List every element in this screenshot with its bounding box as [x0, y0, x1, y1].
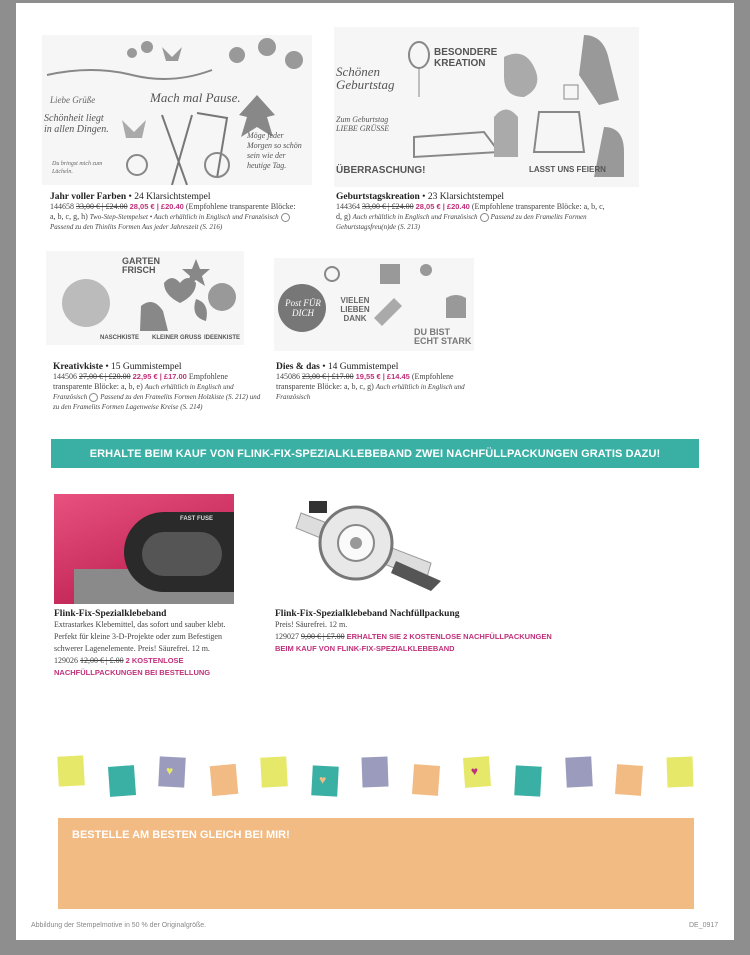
sticky-note: [210, 764, 239, 796]
heart-icon: ♥: [165, 763, 174, 779]
order-box: [58, 818, 694, 909]
product-id: 129026: [54, 656, 78, 665]
stamp-text: Liebe Grüße: [50, 95, 96, 105]
stamp-set-image-geburtstagskreation: [334, 27, 639, 187]
old-price: 12,00 € | £.00: [80, 656, 124, 665]
promo-text: 2 KOSTENLOSE NACHFÜLLPACKUNGEN BEI BESTELLUNG: [54, 656, 211, 677]
stamp-set-image-kreativkiste: [46, 251, 244, 345]
footer-code: DE_0917: [689, 922, 719, 929]
product-desc: Empfohlene transparente Blöcke: a, b, e): [53, 372, 228, 391]
product-flink-fix-tape: [54, 609, 244, 679]
product-id: 145086: [276, 372, 300, 381]
product-name: Flink-Fix-Spezialklebeband Nachfüllpackung: [275, 609, 460, 619]
sticky-note: [311, 765, 339, 796]
sticky-note: [615, 764, 643, 796]
promo-banner: ERHALTE BEIM KAUF VON FLINK-FIX-SPEZIALKLEBEBAND ZWEI NACHFÜLLPACKUNGEN GRATIS DAZU!: [51, 439, 699, 468]
stamp-text: Schönen Geburtstag: [336, 64, 395, 92]
stamp-text: VIELEN LIEBEN DANK: [340, 296, 370, 323]
product-count: • 14 Gummistempel: [319, 362, 399, 372]
footer-note: Abbildung der Stempelmotive in 50 % der Originalgröße.: [31, 922, 207, 929]
stamp-text: BESONDERE KREATION: [434, 47, 498, 69]
order-box-heading: BESTELLE AM BESTEN GLEICH BEI MIR!: [72, 829, 290, 841]
device-brand-label: FAST FUSE: [180, 516, 214, 522]
stamp-text: Post FÜR DICH: [285, 298, 321, 318]
stamp-text: GARTEN FRISCH: [122, 256, 160, 275]
product-name: Geburtstagskreation: [336, 192, 420, 202]
heart-icon: ♥: [318, 772, 327, 788]
circle-icon: [480, 213, 489, 222]
product-kreativkiste: [53, 362, 263, 412]
old-price: 9,00 € | £7.00: [301, 632, 345, 641]
product-desc-italic: Passend zu den Framelits Formen Holzkiste (S. 212) und zu den Framelits Formen Lagenweise Kreise (S. 214): [53, 393, 261, 411]
new-price: 19,55 € | £14.45: [355, 372, 410, 381]
old-price: 33,00 € | £24.00: [362, 202, 414, 211]
sticky-note: [565, 756, 593, 787]
stamp-text: Schönheit liegt in allen Dingen.: [44, 113, 109, 135]
stamp-text: ÜBERRASCHUNG!: [336, 165, 426, 176]
catalog-page: [16, 3, 734, 940]
product-geburtstagskreation: [336, 192, 606, 232]
stamp-text: Zum Geburtstag LIEBE GRÜSSE: [336, 115, 390, 133]
old-price: 27,00 € | £20.00: [79, 372, 131, 381]
product-desc: Extrastarkes Klebemittel, das sofort und sauber klebt. Perfekt für kleine 3-D-Projekte oder zum Befestigen schwerer Lagenelemente. Preis! Säurefrei. 12 m.: [54, 620, 226, 653]
product-name: Dies & das: [276, 362, 320, 372]
sticky-note: [57, 755, 85, 786]
product-desc: (Empfohlene transparente Blöcke: a, b, c, d, g): [336, 202, 605, 221]
product-id: 144658: [50, 202, 74, 211]
product-flink-fix-refill: [275, 609, 565, 655]
refill-product-image: [291, 493, 451, 598]
stamp-text: Du bringst mich zum Lächeln.: [52, 161, 103, 175]
product-id: 144506: [53, 372, 77, 381]
product-id: 144364: [336, 202, 360, 211]
sticky-note: [463, 756, 491, 788]
product-count: • 24 Klarsichtstempel: [126, 192, 211, 202]
stamp-set-image-jahr-voller-farben: [42, 35, 312, 185]
stamp-text: DU BIST ECHT STARK: [414, 327, 472, 346]
promo-text: ERHALTEN SIE 2 KOSTENLOSE NACHFÜLLPACKUNGEN BEIM KAUF VON FLINK-FIX-SPEZIALKLEBEBAND: [275, 632, 552, 653]
product-jahr-voller-farben: [50, 192, 300, 232]
sticky-note: [412, 764, 440, 796]
product-desc-italic: Auch erhältlich in Englisch und Französisch: [276, 383, 465, 401]
sticky-note: [514, 765, 542, 796]
product-desc-italic: Two-Step-Stempelset • Auch erhältlich in Englisch und Französisch: [89, 213, 279, 221]
stamp-text: KLEINER GRUSS: [152, 335, 202, 341]
product-desc: (Empfohlene transparente Blöcke: a, b, c, g, h): [50, 202, 296, 221]
product-name: Flink-Fix-Spezialklebeband: [54, 609, 167, 619]
product-id: 129027: [275, 632, 299, 641]
stamp-text: LASST UNS FEIERN: [529, 165, 606, 174]
stamp-text: IDEENKISTE: [204, 335, 241, 341]
sticky-note: [108, 765, 136, 797]
heart-icon: ♥: [470, 763, 479, 779]
sticky-note: [666, 757, 693, 788]
product-desc: (Empfohlene transparente Blöcke: a, b, c, g): [276, 372, 454, 391]
product-desc-italic: Auch erhältlich in Englisch und Französisch: [352, 213, 478, 221]
tape-product-image: [54, 494, 234, 604]
product-count: • 15 Gummistempel: [102, 362, 182, 372]
stamp-text: Mach mal Pause.: [150, 90, 241, 105]
product-count: • 23 Klarsichtstempel: [419, 192, 505, 202]
circle-icon: [281, 213, 290, 222]
product-dies-und-das: [276, 362, 476, 402]
sticky-note: [260, 756, 288, 787]
product-desc-italic: Auch erhältlich in Englisch und Französisch: [53, 383, 234, 401]
new-price: 28,05 € | £20.40: [415, 202, 470, 211]
new-price: 28,05 € | £20.40: [129, 202, 184, 211]
old-price: 33,00 € | £24.00: [76, 202, 128, 211]
sticky-note: [158, 756, 186, 787]
stamp-set-image-dies-und-das: [274, 258, 474, 351]
product-name: Jahr voller Farben: [50, 192, 127, 202]
sticky-note: [361, 757, 388, 788]
product-desc-italic: Passend zu den Framelits Formen Geburtstagsfreu(n)de (S. 213): [336, 213, 587, 231]
product-desc: Preis! Säurefrei. 12 m.: [275, 620, 348, 629]
old-price: 23,00 € | £17.00: [302, 372, 354, 381]
circle-icon: [89, 393, 98, 402]
product-desc-italic: Passend zu den Thinlits Formen Aus jeder Jahreszeit (S. 216): [50, 223, 223, 231]
stamp-text: NASCHKISTE: [100, 335, 140, 341]
product-name: Kreativkiste: [53, 362, 103, 372]
stamp-text: Möge jeder Morgen so schön sein wie der heutige Tag.: [247, 131, 302, 170]
new-price: 22,95 € | £17.00: [132, 372, 187, 381]
